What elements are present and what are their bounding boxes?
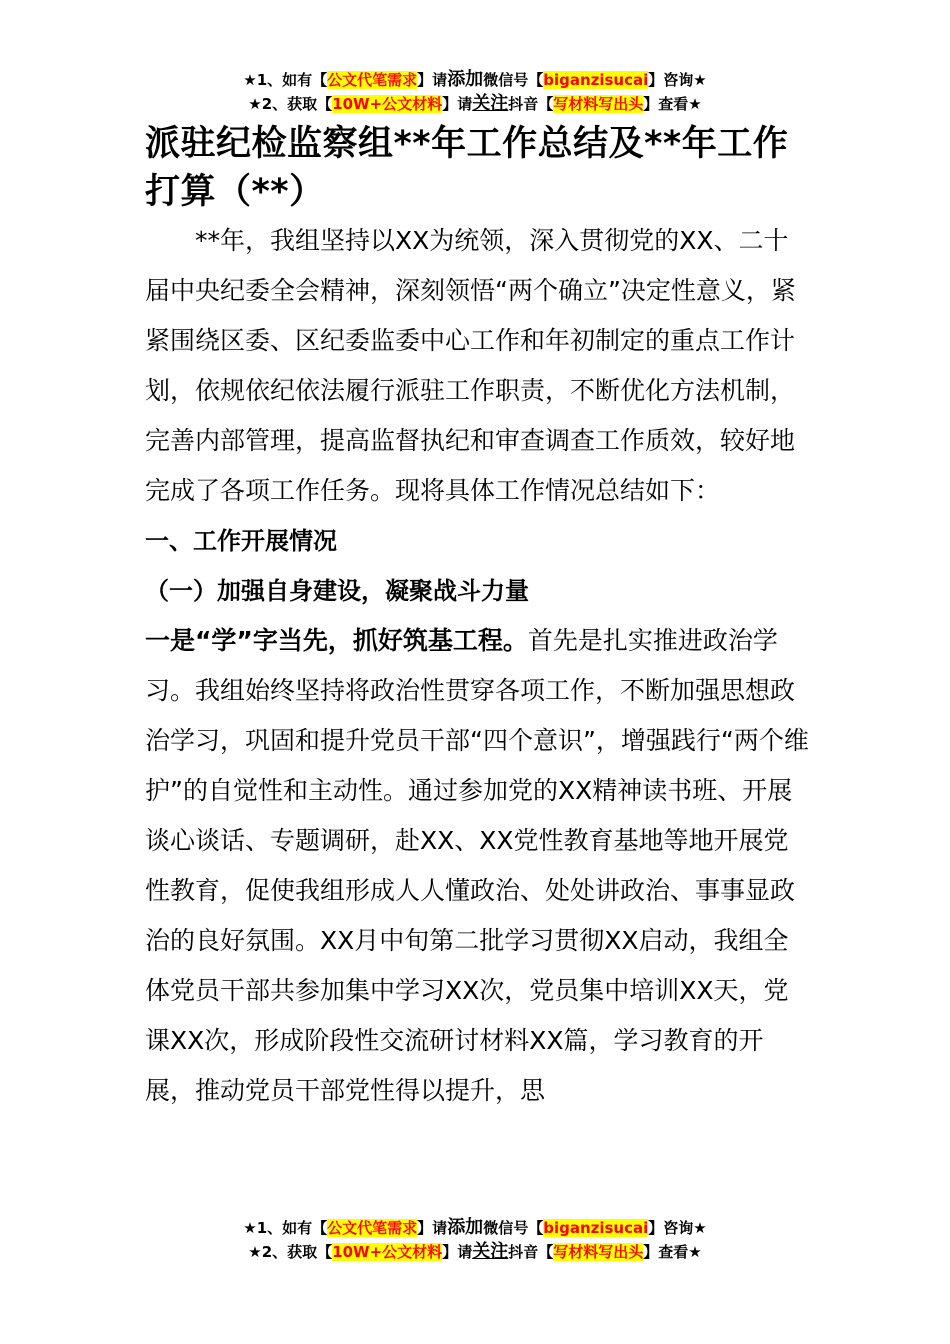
paragraph-lead: 一是“学”字当先，抓好筑基工程。	[145, 626, 528, 655]
paragraph-text: 首先是扎实推进政治学习。我组始终坚持将政治性贯穿各项工作，不断加强思想政治学习，巩固和提升党员干部“四个意识”，增强践行“两个维护”的自觉性和主动性。通过参加党的XX精神读书班、开展谈心谈话、专题调研，赴XX、XX党性教育基地等地开展党性教育，促使我组形成人人懂政治、处处讲政治、事事显政治的良好氛围。XX月中旬第二批学习贯彻XX启动，我组全体党员干部共参加集中学习XX次，党员集中培训XX天，党课XX次，形成阶段性交流研讨材料XX篇，学习教育的开展，推动党员干部党性得以提升，思	[145, 626, 809, 1105]
promo-highlight: 10W+公文材料	[332, 95, 443, 113]
promo-line-1: ★1、如有【公文代笔需求】请添加微信号【biganzisucai】咨询★	[243, 69, 707, 90]
promo-highlight: 10W+公文材料	[332, 1243, 443, 1261]
promo-douyin-account: 写材料写出头	[553, 1243, 644, 1261]
promo-line-2: ★2、获取【10W+公文材料】请关注抖音【写材料写出头】查看★	[248, 1241, 702, 1262]
document-title: 派驻纪检监察组**年工作总结及**年工作打算（**）	[145, 124, 789, 212]
promo-highlight: 公文代笔需求	[327, 1219, 418, 1237]
promo-header	[0, 68, 950, 116]
promo-footer	[0, 1216, 950, 1264]
intro-paragraph: **年，我组坚持以XX为统领，深入贯彻党的XX、二十届中央纪委全会精神，深刻领悟“两个确立”决定性意义，紧紧围绕区委、区纪委监委中心工作和年初制定的重点工作计划，依规依纪依法履行派驻工作职责，不断优化方法机制，完善内部管理，提高监督执纪和审查调查工作质效，较好地完成了各项工作任务。现将具体工作情况总结如下：	[145, 226, 796, 505]
promo-wechat-id: biganzisucai	[543, 71, 649, 89]
subsection-heading: （一）加强自身建设，凝聚战斗力量	[145, 577, 529, 605]
document-body	[145, 120, 810, 1116]
promo-douyin-account: 写材料写出头	[553, 95, 644, 113]
promo-line-1: ★1、如有【公文代笔需求】请添加微信号【biganzisucai】咨询★	[243, 1217, 707, 1238]
promo-wechat-id: biganzisucai	[543, 1219, 649, 1237]
section-heading: 一、工作开展情况	[145, 527, 337, 555]
promo-line-2: ★2、获取【10W+公文材料】请关注抖音【写材料写出头】查看★	[248, 93, 702, 114]
body-paragraph	[145, 616, 810, 1116]
promo-highlight: 公文代笔需求	[327, 71, 418, 89]
